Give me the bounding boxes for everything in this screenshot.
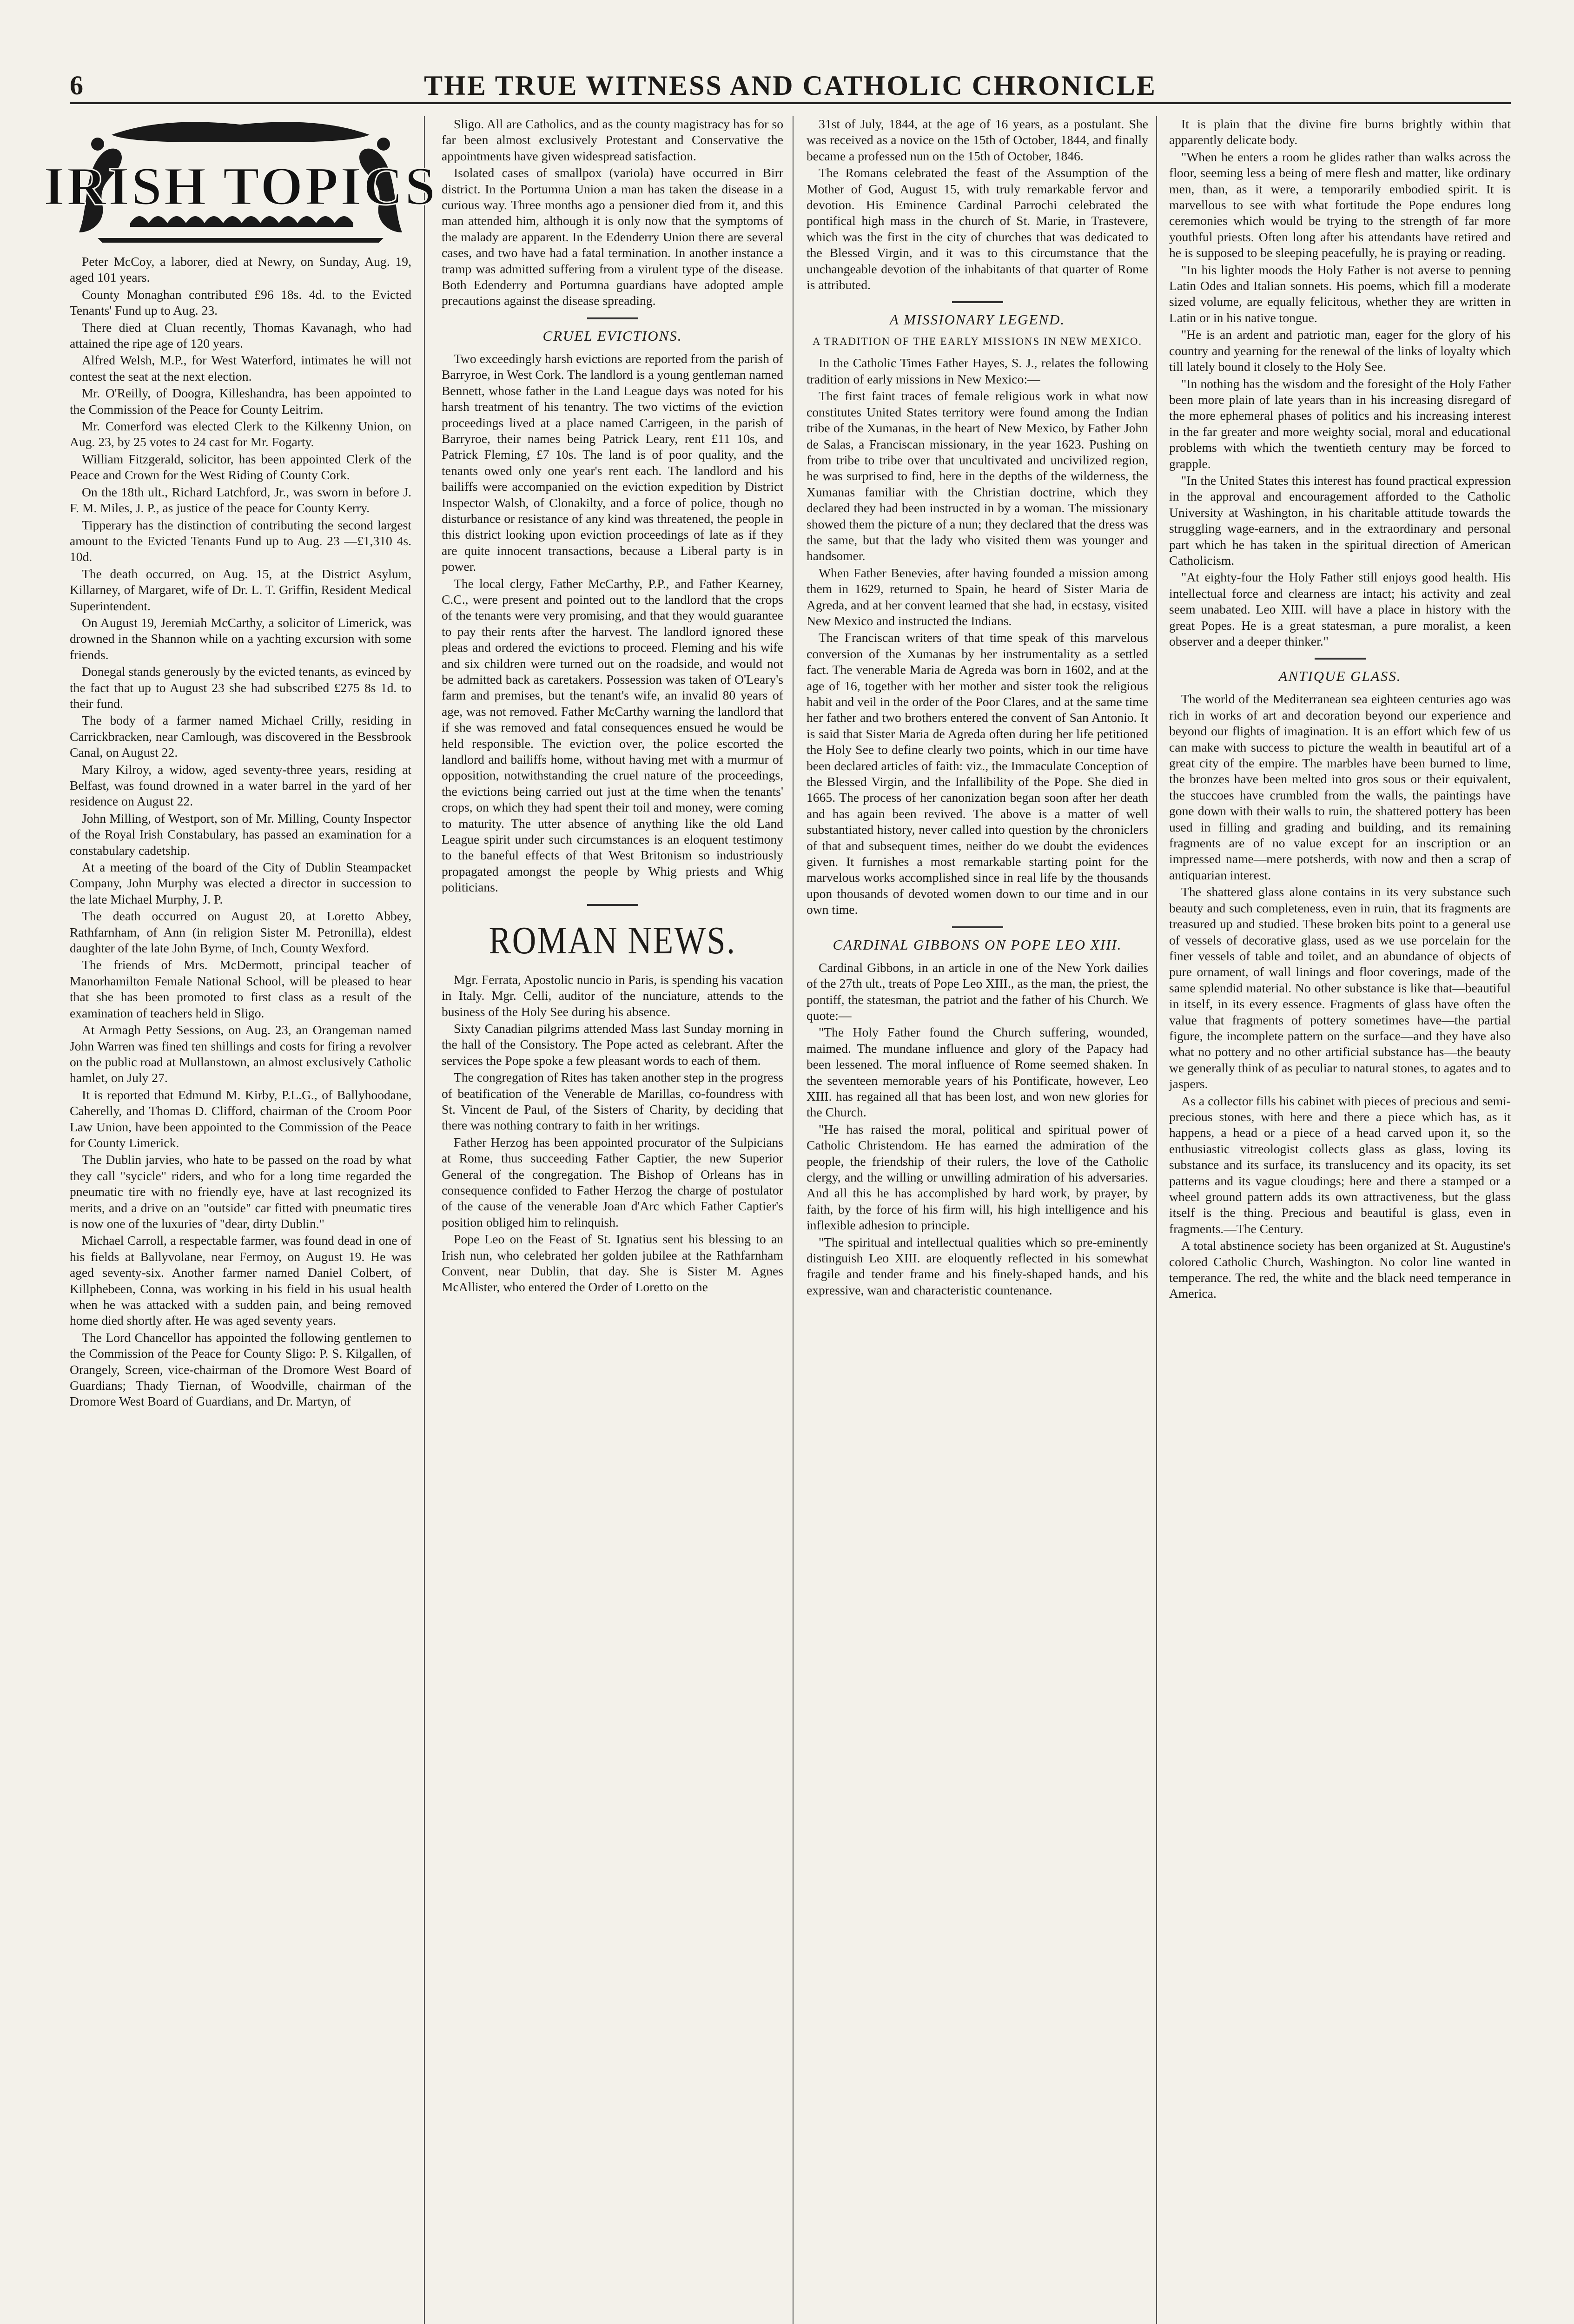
article-paragraph: The body of a farmer named Michael Crilly, residing in Carrickbracken, near Camlough, was discovered in the Bessbrook Canal, on August 22.	[70, 713, 411, 760]
masthead	[70, 70, 1511, 104]
article-paragraph: It is reported that Edmund M. Kirby, P.L.G., of Ballyhoodane, Caherelly, and Thomas D. Clifford, chairman of the Croom Poor Law Union, have been appointed to the Commission of the Peace for County Limerick.	[70, 1087, 411, 1150]
cruel-evictions-body	[442, 351, 783, 896]
article-paragraph: The first faint traces of female religious work in what now constitutes United States territory were found among the Indian tribe of the Xumanas, in the heart of New Mexico, by Father John de Salas, a Franciscan missionary, in the year 1623. Pushing on from tribe to tribe over that uncultivated and uncivilized region, he was surprised to find, here in the depths of the wilderness, the Xumanas familiar with the Christian doctrine, which they declared they had been instructed in by a woman. The missionary showed them the picture of a nun; they declared that the dress was the same, but that the lady who visited them was younger and handsomer.	[807, 389, 1148, 563]
column-3	[807, 116, 1148, 2324]
article-paragraph: Donegal stands generously by the evicted tenants, as evinced by the fact that up to August 23 she had subscribed £275 8s 1d. to their fund.	[70, 664, 411, 711]
section-divider	[587, 904, 638, 906]
article-paragraph: Peter McCoy, a laborer, died at Newry, on Sunday, Aug. 19, aged 101 years.	[70, 254, 411, 285]
article-paragraph: "In his lighter moods the Holy Father is not averse to penning Latin Odes and Italian sonnets. His poems, which fill a moderate sized volume, are equally felicitous, whether they are written in Latin or in his native tongue.	[1169, 262, 1511, 325]
section-divider	[952, 926, 1003, 928]
article-paragraph: John Milling, of Westport, son of Mr. Milling, County Inspector of the Royal Irish Constabulary, has passed an examination for a constabulary cadetship.	[70, 811, 411, 858]
column-rule	[1156, 116, 1157, 2324]
section-divider	[587, 317, 638, 319]
logo-text: IRISH TOPICS	[43, 156, 437, 217]
cardinal-gibbons-body	[807, 960, 1148, 1299]
cardinal-gibbons-continued	[1169, 116, 1511, 649]
irish-topics-continued	[442, 116, 783, 309]
article-paragraph: Sixty Canadian pilgrims attended Mass last Sunday morning in the hall of the Consistory. The Pope acted as celebrant. After the services the Pope spoke a few pleasant words to each of them.	[442, 1021, 783, 1068]
newspaper-title: THE TRUE WITNESS AND CATHOLIC CHRONICLE	[424, 70, 1157, 101]
article-paragraph: Michael Carroll, a respectable farmer, was found dead in one of his fields at Ballyvolane, near Fermoy, on August 19. He was aged seventy-six. Another farmer named Daniel Colbert, of Killphebeen, Conna, was working in his field in his usual health when he was attacked with a sudden pain, and being removed home died shortly after. He was aged seventy years.	[70, 1233, 411, 1328]
article-paragraph: The local clergy, Father McCarthy, P.P., and Father Kearney, C.C., were present and pointed out to the landlord that the crops of the tenants were very promising, and that they would guarantee to pay their rents after the harvest. The landlord ignored these pleas and ordered the evictions to proceed. Fleming and his wife and six children were turned out on the roadside, and would not be admitted back as caretakers. Possession was taken of O'Leary's farm and premises, but the tenant's wife, an invalid 80 years of age, was not removed. Father McCarthy warning the landlord that if she was removed and fatal consequences ensued he would be held responsible. The eviction over, the police escorted the landlord and bailiffs home, without having met with a murmur of opposition, notwithstanding the cruel nature of the proceedings, the evictions being carried out just at the time when the tenants' crops, on which they had spent their toil and money, were coming to maturity. The utter absence of anything like the old Land League spirit under such circumstances is an eloquent testimony to the baneful effects of that West Britonism so industriously propagated amongst the people by Whig priests and Whig politicians.	[442, 576, 783, 895]
antique-glass-body	[1169, 691, 1511, 1301]
article-paragraph: William Fitzgerald, solicitor, has been appointed Clerk of the Peace and Crown for the West Riding of County Cork.	[70, 451, 411, 482]
article-paragraph: The shattered glass alone contains in its very substance such beauty and such completeness, even in ruin, that its fragments are treasured up and studied. These broken bits point to a general use of vessels of decorative glass, used as we use porcelain for the finer vessels of table and toilet, and an abundance of objects of pure ornament, of wall linings and floor coverings, made of the same splendid material. No other substance is like that—beautiful in itself, in its every essence. Fragments of glass have often the value that fragments of pottery sometimes have—the partial figure, the incomplete pattern on the surface—and they have also what no pottery and no other artificial substance has—the beauty we generally think of as peculiar to natural stones, to agates and to jaspers.	[1169, 885, 1511, 1091]
roman-news-body	[442, 972, 783, 1295]
column-rule	[793, 116, 794, 2324]
article-paragraph: "In the United States this interest has found practical expression in the approval and encouragement afforded to the Catholic University at Washington, in his charitable attitude towards the struggling wage-earners, and in the extraordinary and personal part which he has taken in the spiritual direction of American Catholicism.	[1169, 473, 1511, 568]
irish-topics-logo	[43, 116, 437, 246]
roman-news-continued	[807, 116, 1148, 293]
article-paragraph: "He has raised the moral, political and spiritual power of Catholic Christendom. He has earned the admiration of the people, the friendship of their rulers, the love of the Catholic clergy, and the willing or unwilling admiration of his adversaries. And all this he has accomplished by hard work, by prayer, by faith, by the force of his firm will, his high intelligence and his inflexible adhesion to principle.	[807, 1122, 1148, 1233]
article-paragraph: 31st of July, 1844, at the age of 16 years, as a postulant. She was received as a novice on the 15th of October, 1844, and finally became a professed nun on the 15th of October, 1846.	[807, 117, 1148, 163]
article-paragraph: On the 18th ult., Richard Latchford, Jr., was sworn in before J. F. M. Miles, J. P., as justice of the peace for County Kerry.	[70, 484, 411, 515]
article-paragraph: At a meeting of the board of the City of Dublin Steampacket Company, John Murphy was elected a director in succession to the late Michael Murphy, J. P.	[70, 860, 411, 906]
article-paragraph: Mr. O'Reilly, of Doogra, Killeshandra, has been appointed to the Commission of the Peace for County Leitrim.	[70, 386, 411, 416]
article-paragraph: "He is an ardent and patriotic man, eager for the glory of his country and yearning for the renewal of the links of loyalty which till lately bound it closely to the Holy See.	[1169, 327, 1511, 374]
column-4	[1169, 116, 1511, 2324]
roman-news-heading: ROMAN NEWS.	[489, 918, 736, 962]
article-paragraph: On August 19, Jeremiah McCarthy, a solicitor of Limerick, was drowned in the Shannon while on a yachting excursion with some friends.	[70, 615, 411, 662]
article-paragraph: In the Catholic Times Father Hayes, S. J., relates the following tradition of early missions in New Mexico:—	[807, 356, 1148, 386]
article-paragraph: "The Holy Father found the Church suffering, wounded, maimed. The mundane influence and glory of the Papacy had been lessened. The moral influence of Rome seemed shaken. In the seventeen memorable years of his Pontificate, however, Leo XIII. has regained all that has been lost, and won new glories for the Church.	[807, 1025, 1148, 1120]
article-paragraph: When Father Benevies, after having founded a mission among them in 1629, returned to Spain, he heard of Sister Maria de Agreda, and at her convent learned that she had, in ecstasy, visited New Mexico and instructed the Indians.	[807, 565, 1148, 628]
article-paragraph: Pope Leo on the Feast of St. Ignatius sent his blessing to an Irish nun, who celebrated her golden jubilee at the Rathfarnham Convent, near Dublin, that day. She is Sister M. Agnes McAllister, who entered the Order of Loretto on the	[442, 1232, 783, 1294]
page-number: 6	[70, 70, 83, 100]
article-paragraph: The death occurred, on Aug. 15, at the District Asylum, Killarney, of Margaret, wife of Dr. L. T. Griffin, Resident Medical Superintendent.	[70, 566, 411, 613]
article-paragraph: "When he enters a room he glides rather than walks across the floor, seeming less a being of mere flesh and matter, like ordinary men, than, as it were, a temporarily embodied spirit. It is marvellous to see with what fortitude the Pope endures long ceremonies which would be trying to the strength of far more youthful priests. Often long after his attendants have retired and he is supposed to be sleeping peacefully, he is praying or reading.	[1169, 149, 1511, 260]
missionary-legend-subheading: A TRADITION OF THE EARLY MISSIONS IN NEW MEXICO.	[812, 336, 1143, 348]
article-paragraph: Isolated cases of smallpox (variola) have occurred in Birr district. In the Portumna Union a man has taken the disease in a curious way. Three months ago a pensioner died from it, and this man attended him, although it is only now that the symptoms of the malady are apparent. In the Edenderry Union there are several cases, and two have had a fatal termination. In another instance a tramp was admitted suffering from a virulent type of the disease. Both Edenderry and Portumna guardians have adopted ample precautions against the disease spreading.	[442, 165, 783, 308]
article-paragraph: The death occurred on August 20, at Loretto Abbey, Rathfarnham, of Ann (in religion Sister M. Petronilla), eldest daughter of the late John Byrne, of Inch, County Wexford.	[70, 909, 411, 956]
article-paragraph: The Franciscan writers of that time speak of this marvelous conversion of the Xumanas by her instrumentality as a settled fact. The venerable Maria de Agreda was born in 1602, and at the age of 16, together with her mother and sister took the religious habit and veil in the order of the Poor Clares, and at the same time her father and two brothers entered the convent of San Antonio. It is said that Sister Maria de Agreda often during her life petitioned the Holy See to define clearly two points, which in our time have been declared articles of faith: viz., the Immaculate Conception of the Blessed Virgin, and the Infallibility of the Pope. She died in 1665. The process of her canonization began soon after her death and has again been revived. The above is a matter of well substantiated history, never called into question by the chroniclers of that and subsequent times, neither do we doubt the evidences given. It furnishes a most remarkable starting point for the marvelous works accomplished since in real life by the thousands upon thousands of devoted women down to our time and in our own time.	[807, 630, 1148, 917]
article-paragraph: "In nothing has the wisdom and the foresight of the Holy Father been more plain of late years than in his increasing disregard of the more ephemeral phases of politics and his increasing interest in the far greater and more weighty social, moral and educational problems with which the twentieth century may be forced to grapple.	[1169, 376, 1511, 471]
article-paragraph: Alfred Welsh, M.P., for West Waterford, intimates he will not contest the seat at the next election.	[70, 353, 411, 383]
cardinal-gibbons-heading: CARDINAL GIBBONS ON POPE LEO XIII.	[833, 936, 1122, 953]
article-paragraph: Mary Kilroy, a widow, aged seventy-three years, residing at Belfast, was found drowned in a water barrel in the yard of her residence on August 22.	[70, 762, 411, 809]
article-paragraph: At Armagh Petty Sessions, on Aug. 23, an Orangeman named John Warren was fined ten shillings and costs for firing a revolver on the public road at Mullanstown, an almost exclusively Catholic hamlet, on July 27.	[70, 1023, 411, 1085]
article-paragraph: The world of the Mediterranean sea eighteen centuries ago was rich in works of art and decoration beyond our experience and beyond our flights of imagination. It is an effort which few of us can make with success to picture the wealth in beautiful art of a great city of the empire. The marbles have been burned to lime, the bronzes have been melted into gros sous or their equivalent, the stuccoes have crumbled from the walls, the paintings have gone down with their walls to ruin, the shattered pottery has been used in filling and grading and building, and its remaining fragments are of no value except for an inscription or an impressed name—mere potsherds, with now and then a scrap of antiquarian interest.	[1169, 692, 1511, 882]
article-paragraph: "The spiritual and intellectual qualities which so pre-eminently distinguish Leo XIII. are eloquently reflected in his somewhat fragile and tender frame and his finely-shaped hands, and his expressive, wan and characteristic countenance.	[807, 1235, 1148, 1297]
cruel-evictions-heading: CRUEL EVICTIONS.	[542, 327, 682, 344]
article-paragraph: The friends of Mrs. McDermott, principal teacher of Manorhamilton Female National School, will be pleased to hear that she has been promoted to first class as a result of the examination of teachers held in Sligo.	[70, 957, 411, 1020]
article-paragraph: Father Herzog has been appointed procurator of the Sulpicians at Rome, thus succeeding Father Captier, the new Superior General of the congregation. The Bishop of Orleans has in consequence confided to Father Herzog the charge of postulator of the cause of the venerable Joan d'Arc which Father Captier's position obliged him to relinquish.	[442, 1135, 783, 1229]
article-paragraph: There died at Cluan recently, Thomas Kavanagh, who had attained the ripe age of 120 years.	[70, 320, 411, 351]
article-paragraph: Two exceedingly harsh evictions are reported from the parish of Barryroe, in West Cork. The landlord is a young gentleman named Bennett, whose father in the Land League days was noted for his harsh treatment of his tenantry. The two victims of the eviction proceedings lived at a place named Carrigeen, in the parish of Barryroe, their names being Patrick Leary, rent £11 10s, and Patrick Fleming, £7 10s. The land is of poor quality, and the tenants owed only one year's rent each. The landlord and his bailiffs were accompanied on the eviction expedition by District Inspector Walsh, of Clonakilty, and a force of police, though no disturbance or resistance of any kind was threatened, the people in this district looking upon eviction proceedings of late as if they are quite innocent transactions, because a Liberal party is in power.	[442, 351, 783, 574]
column-2	[442, 116, 783, 2324]
article-paragraph: The Dublin jarvies, who hate to be passed on the road by what they call "sycicle" riders, and who for a long time regarded the pneumatic tire with no friendly eye, have at last recognized its merits, and a drive on an "outside" car fitted with pneumatic tires is now one of the luxuries of "dear, dirty Dublin."	[70, 1152, 411, 1231]
article-paragraph: Cardinal Gibbons, in an article in one of the New York dailies of the 27th ult., treats of Pope Leo XIII., as the man, the priest, the pontiff, the statesman, the patriot and the father of his Church. We quote:—	[807, 960, 1148, 1023]
article-paragraph: Mgr. Ferrata, Apostolic nuncio in Paris, is spending his vacation in Italy. Mgr. Celli, auditor of the nunciature, attends to the business of the Holy See during his absence.	[442, 972, 783, 1019]
article-paragraph: Tipperary has the distinction of contributing the second largest amount to the Evicted Tenants Fund up to Aug. 23 —£1,310 4s. 10d.	[70, 517, 411, 564]
irish-topics-body	[70, 254, 411, 1410]
article-paragraph: As a collector fills his cabinet with pieces of precious and semi-precious stones, with here and there a piece which has, as it happens, a head or a piece of a head carved upon it, so the enthusiastic vitreologist collects glass as glass, loving its substance and its surface, its translucency and its opacity, its set patterns and its vague cloudings; here and there a stamped or a wheel ground pattern adds its own attractiveness, but the glass itself is the thing. Precious and beautiful is glass, even in fragments.—The Century.	[1169, 1093, 1511, 1236]
article-paragraph: The Lord Chancellor has appointed the following gentlemen to the Commission of the Peace for County Sligo: P. S. Kilgallen, of Orangely, Screen, vice-chairman of the Dromore West Board of Guardians; Thady Tiernan, of Woodville, chairman of the Dromore West Board of Guardians, and Dr. Martyn, of	[70, 1330, 411, 1409]
article-paragraph: A total abstinence society has been organized at St. Augustine's colored Catholic Church, Washington. No color line wanted in temperance. The red, the white and the black need temperance in America.	[1169, 1238, 1511, 1301]
missionary-legend-body	[807, 355, 1148, 918]
article-paragraph: "At eighty-four the Holy Father still enjoys good health. His intellectual force and clearness are intact; his activity and zeal seem unabated. Leo XIII. will have a place in history with the great Popes. He is a great statesman, a pure moralist, a keen observer and a deeper thinker."	[1169, 570, 1511, 648]
article-paragraph: The congregation of Rites has taken another step in the progress of beatification of the Venerable de Marillas, co-foundress with St. Vincent de Paul, of the Sisters of Charity, by deciding that there was nothing contrary to faith in her writings.	[442, 1070, 783, 1133]
column-rule	[424, 116, 425, 2324]
column-1	[43, 116, 437, 2324]
article-paragraph: County Monaghan contributed £96 18s. 4d. to the Evicted Tenants' Fund up to Aug. 23.	[70, 287, 411, 318]
section-divider	[952, 301, 1003, 303]
antique-glass-heading: ANTIQUE GLASS.	[1278, 668, 1402, 685]
missionary-legend-heading: A MISSIONARY LEGEND.	[889, 311, 1065, 328]
article-paragraph: The Romans celebrated the feast of the Assumption of the Mother of God, August 15, with truly remarkable fervor and devotion. His Eminence Cardinal Parrochi celebrated the pontifical high mass in the church of St. Marie, in Trastevere, which was the first in the city of churches that was dedicated to the Blessed Virgin, and it was to this circumstance that the unchangeable devotion of the inhabitants of that quarter of Rome is attributed.	[807, 165, 1148, 292]
section-divider	[1315, 658, 1366, 660]
article-paragraph: Sligo. All are Catholics, and as the county magistracy has for so far been almost exclusively Protestant and Conservative the appointments have given widespread satisfaction.	[442, 117, 783, 163]
article-paragraph: Mr. Comerford was elected Clerk to the Kilkenny Union, on Aug. 23, by 25 votes to 24 cast for Mr. Fogarty.	[70, 419, 411, 449]
article-paragraph: It is plain that the divine fire burns brightly within that apparently delicate body.	[1169, 117, 1511, 147]
